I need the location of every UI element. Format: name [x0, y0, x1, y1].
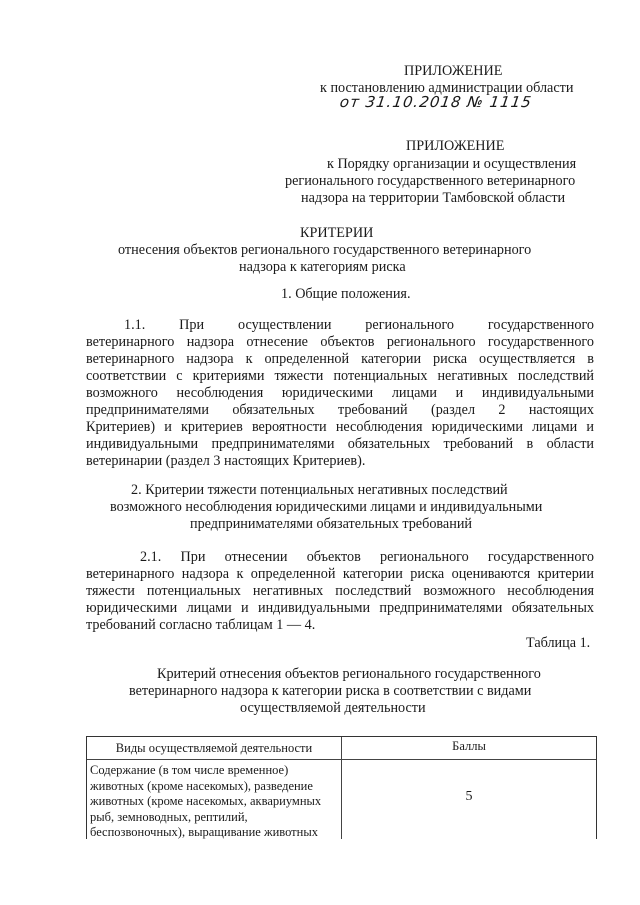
section2-para-line: юридическими лицами и индивидуальными предпринимателями обязательных	[86, 600, 594, 616]
criteria-table	[86, 736, 597, 839]
activity-line: Содержание (в том числе временное)	[90, 763, 289, 777]
section2-heading-1: 2. Критерии тяжести потенциальных негативных последствий	[131, 482, 508, 498]
criteria-subtitle-1: отнесения объектов регионального государственного ветеринарного	[118, 242, 532, 258]
section1-para-line: индивидуальными предпринимателями обязательных требований в области	[86, 436, 594, 452]
appendix-line-1: к Порядку организации и осуществления	[327, 156, 577, 172]
section1-para-line: ветеринарного надзора к определенной категории риска осуществляется в	[86, 351, 594, 367]
section2-heading-3: предпринимателями обязательных требований	[190, 516, 473, 532]
section2-para-line: требований согласно таблицам 1 — 4.	[86, 617, 316, 633]
section1-para-line: предпринимателями обязательных требований (раздел 2 настоящих	[86, 402, 594, 418]
section1-para-line: 1.1. При осуществлении регионального государственного	[124, 317, 594, 333]
section1-para-line: ветеринарии (раздел 3 настоящих Критериев).	[86, 453, 366, 469]
section2-para-line: ветеринарного надзора к определенной категории риска оцениваются критерии	[86, 566, 594, 582]
section1-heading: 1. Общие положения.	[281, 286, 411, 302]
appendix-line-2: регионального государственного ветеринарного	[285, 173, 576, 189]
section2-para-line: тяжести потенциальных негативных последствий возможного несоблюдения	[86, 583, 594, 599]
appendix-title-2: ПРИЛОЖЕНИЕ	[406, 138, 505, 154]
table-header-score: Баллы	[452, 739, 486, 753]
criteria-subtitle-2: надзора к категориям риска	[239, 259, 406, 275]
table1-title-3: осуществляемой деятельности	[240, 700, 426, 716]
table-row-activity	[90, 763, 321, 841]
section1-para-line: Критериев) и критериев вероятности несоблюдения юридическими лицами и	[86, 419, 594, 435]
table-header-activity: Виды осуществляемой деятельности	[115, 741, 313, 755]
handwritten-date-number: от 31.10.2018 № 1115	[338, 93, 534, 111]
table-label: Таблица 1.	[526, 635, 591, 651]
section1-para-line: возможного несоблюдения юридическими лицами и индивидуальными	[86, 385, 594, 401]
appendix-title-1: ПРИЛОЖЕНИЕ	[404, 63, 503, 79]
activity-line: животных (кроме насекомых), разведение	[90, 778, 313, 793]
activity-line: животных (кроме насекомых, аквариумных	[90, 794, 322, 808]
appendix-subtitle-1: к постановлению администрации области	[320, 80, 574, 96]
section2-heading-2: возможного несоблюдения юридическими лицами и индивидуальными	[110, 499, 543, 515]
criteria-heading: КРИТЕРИИ	[300, 225, 374, 241]
activity-line: рыб, земноводных, рептилий,	[90, 809, 248, 824]
table-header-divider	[87, 759, 596, 760]
section1-para-line: соответствии с критериями тяжести потенциальных негативных последствий	[86, 368, 594, 384]
table-row-score: 5	[465, 789, 473, 804]
table1-title-2: ветеринарного надзора к категории риска в соответствии с видами	[129, 683, 532, 699]
appendix-line-3: надзора на территории Тамбовской области	[301, 190, 566, 206]
section2-para-line: 2.1. При отнесении объектов регионального государственного	[140, 549, 594, 565]
section1-para-line: ветеринарного надзора отнесение объектов регионального государственного	[86, 334, 594, 350]
table1-title-1: Критерий отнесения объектов регионального государственного	[157, 666, 541, 682]
activity-line: беспозвоночных), выращивание животных	[90, 825, 318, 839]
